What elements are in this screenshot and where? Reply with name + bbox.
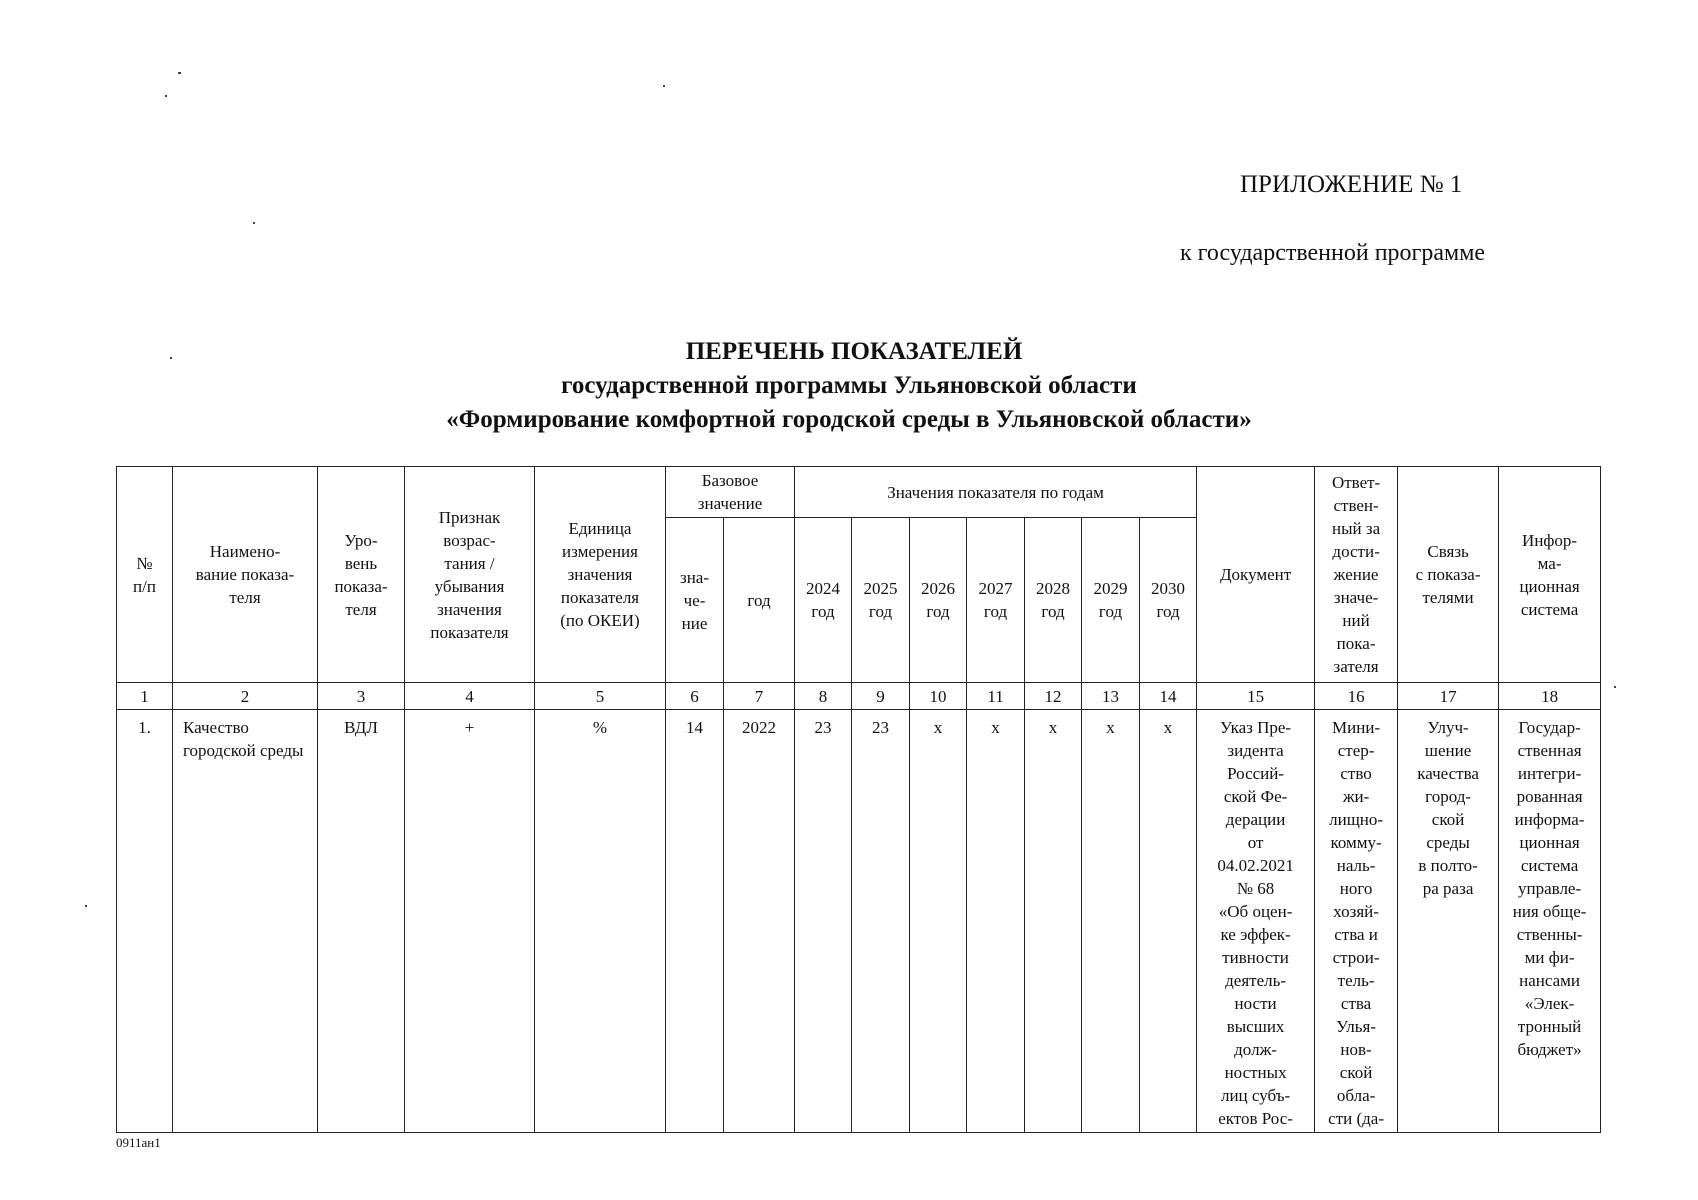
column-number: 13 — [1082, 683, 1140, 710]
cell-year-2029: х — [1082, 710, 1140, 1133]
document-title — [0, 335, 1698, 437]
cell-unit: % — [535, 710, 666, 1133]
col-header-trend: Признак возрас- тания / убывания значения показателя — [405, 467, 535, 683]
cell-base-value: 14 — [666, 710, 724, 1133]
column-number: 2 — [173, 683, 318, 710]
cell-link: Улуч- шение качества город- ской среды в полто- ра раза — [1398, 710, 1499, 1133]
table-row — [117, 710, 1601, 1133]
scan-speck — [165, 95, 167, 97]
cell-info-system: Государ- ственная интегри- рованная информа- ционная система управле- ния обще- ственны- ми фи- нансами «Элек- тронный бюджет» — [1499, 710, 1601, 1133]
scan-speck — [178, 72, 181, 74]
col-header-year-2025: 2025 год — [852, 518, 910, 683]
col-header-name: Наимено- вание показа- теля — [173, 467, 318, 683]
col-header-year-2027: 2027 год — [967, 518, 1025, 683]
column-number: 17 — [1398, 683, 1499, 710]
column-number: 16 — [1315, 683, 1398, 710]
cell-year-2027: х — [967, 710, 1025, 1133]
column-number: 10 — [910, 683, 967, 710]
scan-speck — [170, 357, 172, 359]
document-code: 0911ан1 — [116, 1135, 161, 1150]
title-line-2: государственной программы Ульяновской области — [561, 372, 1137, 399]
column-number: 7 — [724, 683, 795, 710]
col-header-year-2029: 2029 год — [1082, 518, 1140, 683]
column-number-row — [117, 683, 1601, 710]
col-header-base-group: Базовое значение — [666, 467, 795, 518]
cell-indicator-name: Качество городской среды — [173, 710, 318, 1133]
column-number: 3 — [318, 683, 405, 710]
cell-year-2030: х — [1140, 710, 1197, 1133]
col-header-base-value: зна- че- ние — [666, 518, 724, 683]
column-number: 14 — [1140, 683, 1197, 710]
cell-base-year: 2022 — [724, 710, 795, 1133]
column-number: 9 — [852, 683, 910, 710]
scan-speck — [253, 222, 255, 224]
column-number: 11 — [967, 683, 1025, 710]
scan-speck — [1614, 686, 1616, 688]
column-number: 12 — [1025, 683, 1082, 710]
cell-num: 1. — [117, 710, 173, 1133]
col-header-base-year: год — [724, 518, 795, 683]
appendix-label: ПРИЛОЖЕНИЕ № 1 — [1240, 171, 1463, 198]
column-number: 18 — [1499, 683, 1601, 710]
title-line-1: ПЕРЕЧЕНЬ ПОКАЗАТЕЛЕЙ — [685, 338, 1023, 365]
title-line-3: «Формирование комфортной городской среды в Ульяновской области» — [446, 406, 1252, 433]
cell-year-2024: 23 — [795, 710, 852, 1133]
indicators-table — [116, 466, 1601, 1133]
column-number: 15 — [1197, 683, 1315, 710]
col-header-years-group: Значения показателя по годам — [795, 467, 1197, 518]
column-number: 1 — [117, 683, 173, 710]
cell-year-2028: х — [1025, 710, 1082, 1133]
col-header-year-2028: 2028 год — [1025, 518, 1082, 683]
col-header-info-system: Инфор- ма- ционная система — [1499, 467, 1601, 683]
cell-level: ВДЛ — [318, 710, 405, 1133]
col-header-num: № п/п — [117, 467, 173, 683]
col-header-year-2026: 2026 год — [910, 518, 967, 683]
appendix-subtitle: к государственной программе — [1180, 240, 1486, 266]
col-header-document: Документ — [1197, 467, 1315, 683]
scan-speck — [663, 85, 665, 87]
scan-speck — [85, 905, 87, 907]
cell-responsible: Мини- стер- ство жи- лищно- комму- наль- ного хозяй- ства и строи- тель- ства Улья- нов- ской обла- сти (да- — [1315, 710, 1398, 1133]
col-header-link: Связь с показа- телями — [1398, 467, 1499, 683]
col-header-year-2024: 2024 год — [795, 518, 852, 683]
header-row-1 — [117, 467, 1601, 518]
col-header-unit: Единица измерения значения показателя (по ОКЕИ) — [535, 467, 666, 683]
cell-document: Указ Пре- зидента Россий- ской Фе- дерации от 04.02.2021 № 68 «Об оцен- ке эффек- тивности деятель- ности высших долж- ностных лиц субъ- ектов Рос- — [1197, 710, 1315, 1133]
column-number: 5 — [535, 683, 666, 710]
col-header-level: Уро- вень показа- теля — [318, 467, 405, 683]
col-header-responsible: Ответ- ствен- ный за дости- жение значе- ний пока- зателя — [1315, 467, 1398, 683]
column-number: 8 — [795, 683, 852, 710]
column-number: 4 — [405, 683, 535, 710]
cell-year-2026: х — [910, 710, 967, 1133]
cell-trend: + — [405, 710, 535, 1133]
indicators-table-container — [116, 466, 1600, 1133]
cell-year-2025: 23 — [852, 710, 910, 1133]
column-number: 6 — [666, 683, 724, 710]
col-header-year-2030: 2030 год — [1140, 518, 1197, 683]
